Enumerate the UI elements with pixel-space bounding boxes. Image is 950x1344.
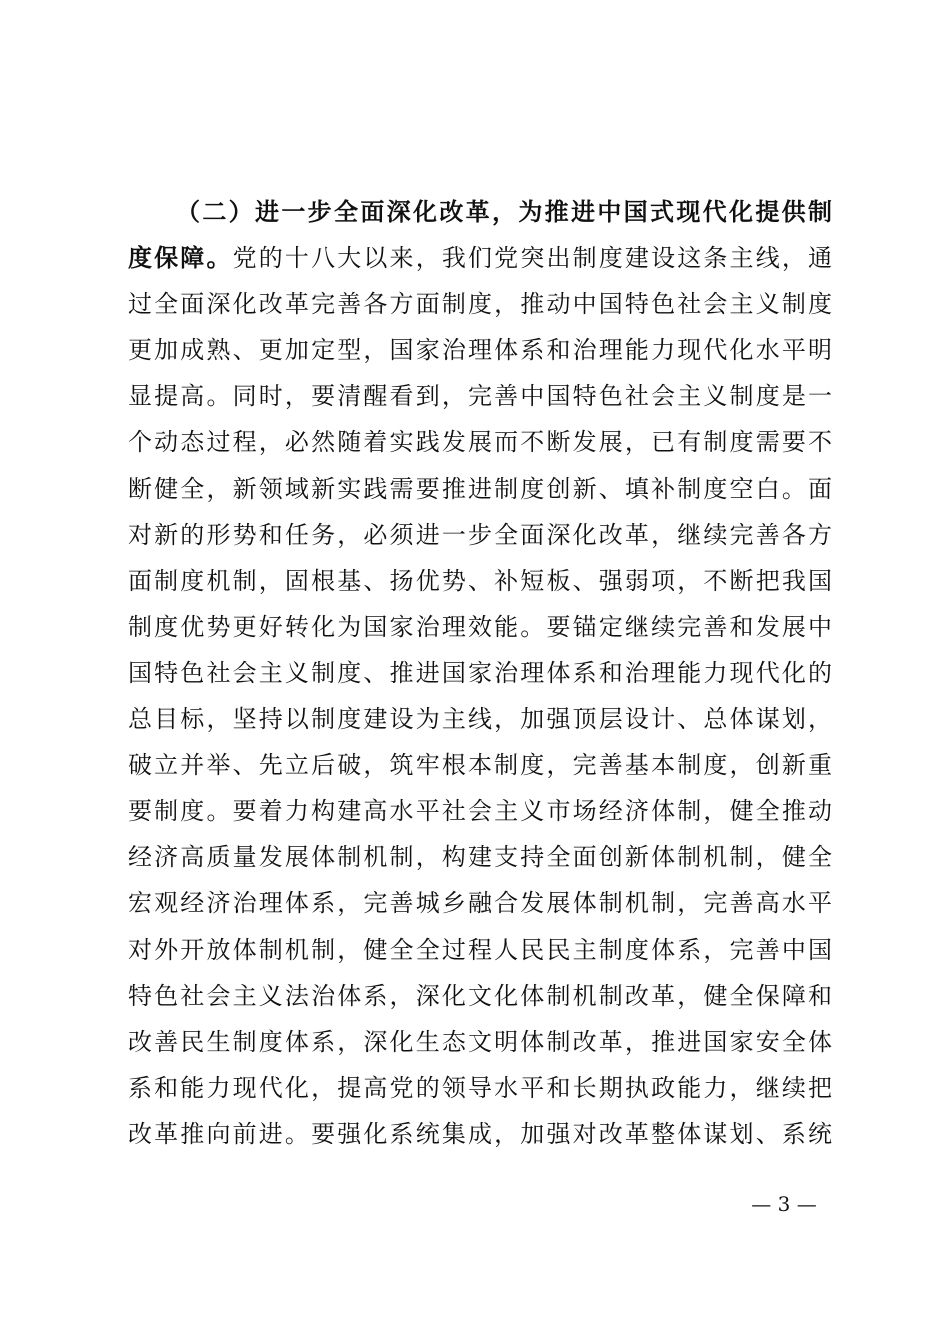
text-line-rest: 党的十八大以来，我们党突出制度建设这条主线，通 [232,244,833,273]
text-line: 宏观经济治理体系，完善城乡融合发展体制机制，完善高水平 [128,889,832,918]
body-text [128,189,832,1157]
text-line: 显提高。同时，要清醒看到，完善中国特色社会主义制度是一 [128,382,832,411]
text-line: 对新的形势和任务，必须进一步全面深化改革，继续完善各方 [128,520,832,549]
text-line: 改革推向前进。要强化系统集成，加强对改革整体谋划、系统 [128,1119,832,1148]
text-line: 经济高质量发展体制机制，构建支持全面创新体制机制，健全 [128,843,832,872]
section-heading-line: （二）进一步全面深化改革，为推进中国式现代化提供制 [176,197,832,226]
text-line: 面制度机制，固根基、扬优势、补短板、强弱项，不断把我国 [128,566,832,595]
text-line: 总目标，坚持以制度建设为主线，加强顶层设计、总体谋划， [128,705,832,734]
text-line: 过全面深化改革完善各方面制度，推动中国特色社会主义制度 [128,290,832,319]
text-line: 对外开放体制机制，健全全过程人民民主制度体系，完善中国 [128,935,832,964]
text-line [128,235,832,281]
text-line: 系和能力现代化，提高党的领导水平和长期执政能力，继续把 [128,1073,832,1102]
text-line: 国特色社会主义制度、推进国家治理体系和治理能力现代化的 [128,658,832,687]
section-heading-end: 度保障。 [128,243,233,273]
text-line: 改善民生制度体系，深化生态文明体制改革，推进国家安全体 [128,1027,832,1056]
text-line: 断健全，新领域新实践需要推进制度创新、填补制度空白。面 [128,474,832,503]
text-line: 制度优势更好转化为国家治理效能。要锚定继续完善和发展中 [128,612,832,641]
text-line: 更加成熟、更加定型，国家治理体系和治理能力现代化水平明 [128,336,832,365]
text-line: 要制度。要着力构建高水平社会主义市场经济体制，健全推动 [128,797,832,826]
text-line: 破立并举、先立后破，筑牢根本制度，完善基本制度，创新重 [128,751,832,780]
text-line: 特色社会主义法治体系，深化文化体制机制改革，健全保障和 [128,981,832,1010]
page-number: — 3 — [751,1192,817,1216]
text-line: 个动态过程，必然随着实践发展而不断发展，已有制度需要不 [128,428,832,457]
